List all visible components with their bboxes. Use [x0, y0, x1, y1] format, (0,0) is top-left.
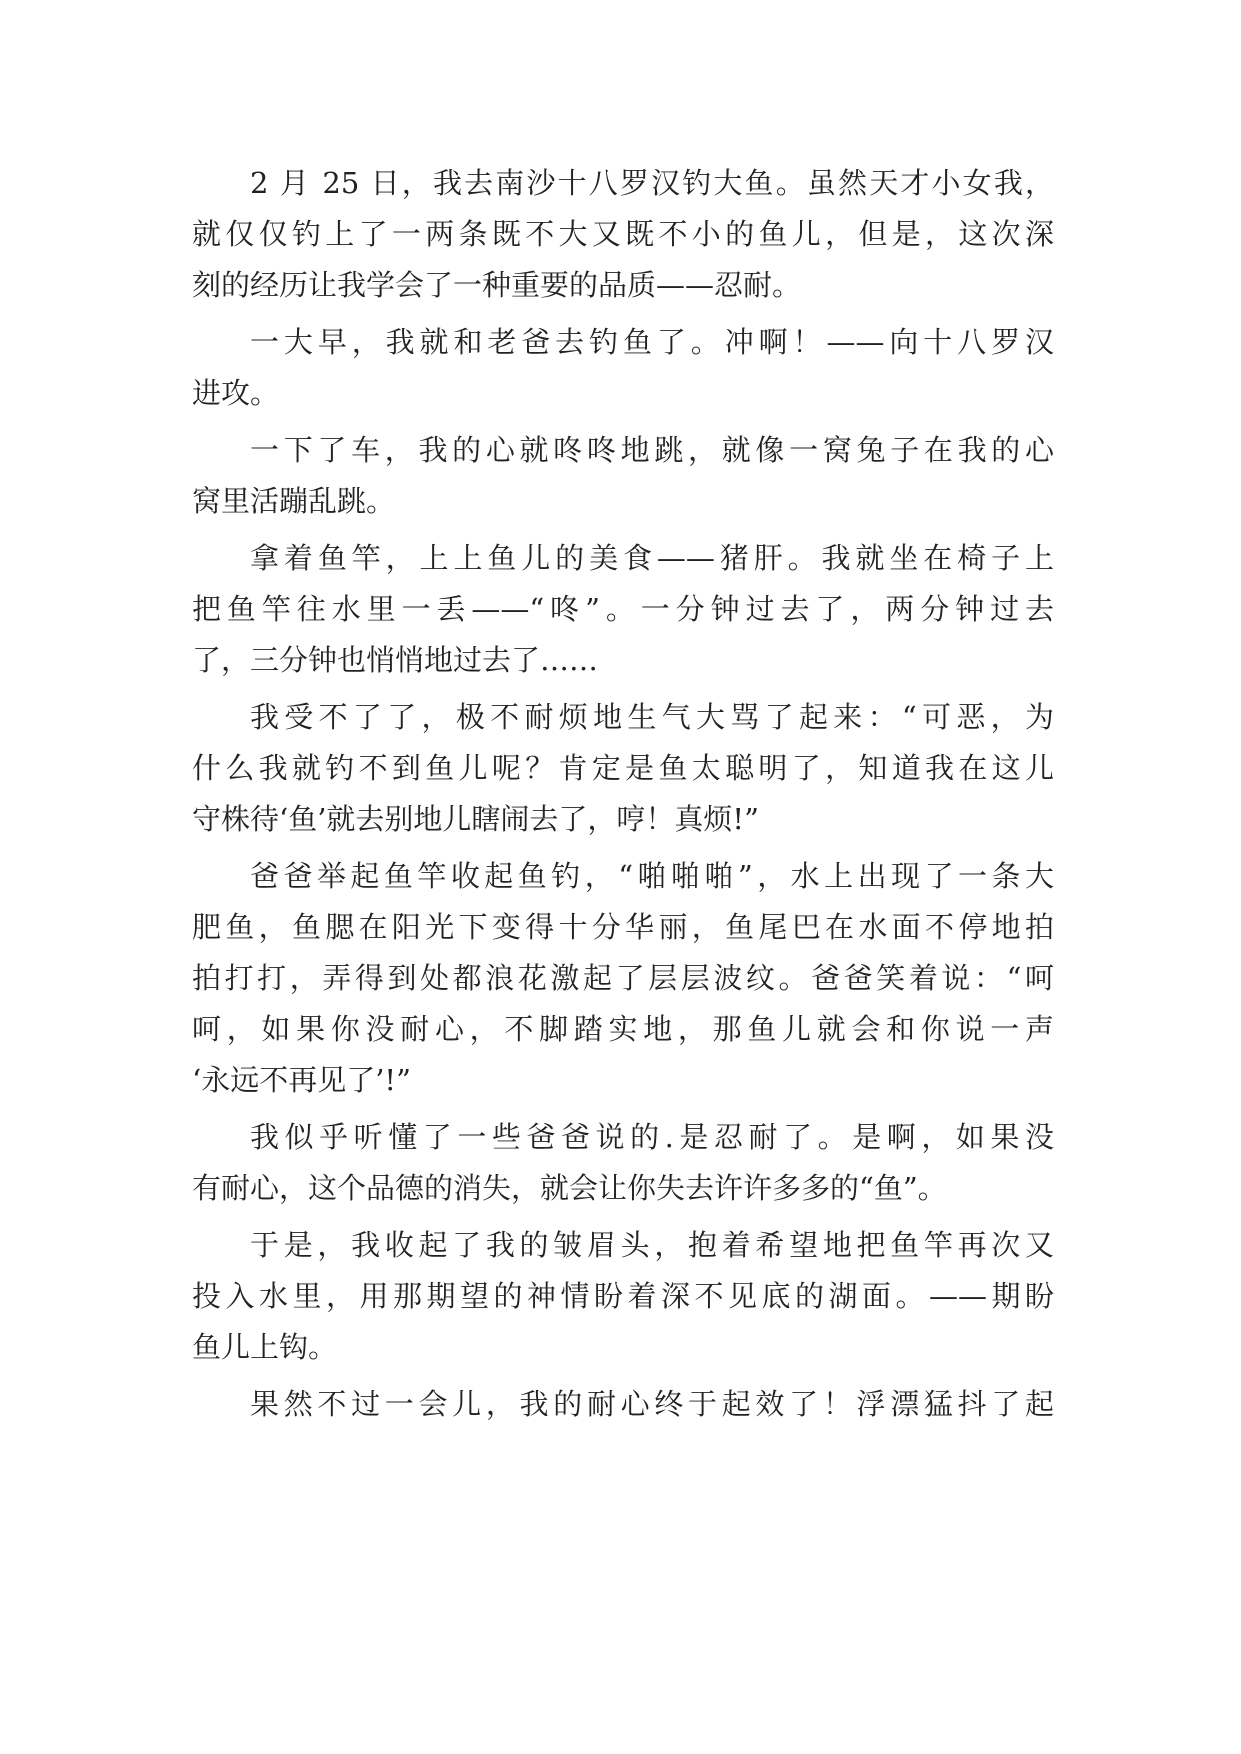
text-line: ‘永远不再见了’!”	[192, 1063, 411, 1097]
text-line: 拿着鱼竿，上上鱼儿的美食——猪肝。我就坐在椅子上	[250, 541, 1054, 575]
text-line: 2 月 25 日，我去南沙十八罗汉钓大鱼。虽然天才小女我，	[250, 166, 1054, 200]
text-line: 什么我就钓不到鱼儿呢？肯定是鱼太聪明了，知道我在这儿	[192, 751, 1054, 785]
text-line: 就仅仅钓上了一两条既不大又既不小的鱼儿，但是，这次深	[192, 217, 1054, 251]
text-line: 一下了车，我的心就咚咚地跳，就像一窝兔子在我的心	[250, 433, 1054, 467]
text-line: 爸爸举起鱼竿收起鱼钓，“啪啪啪”，水上出现了一条大	[250, 859, 1054, 893]
text-line: 守株待‘鱼’就去别地儿瞎闹去了，哼！真烦!”	[192, 802, 759, 836]
text-line: 窝里活蹦乱跳。	[192, 484, 396, 518]
paragraph	[192, 851, 1054, 1106]
paragraph	[192, 1112, 1054, 1214]
paragraph	[192, 317, 1054, 419]
text-line: 呵，如果你没耐心，不脚踏实地，那鱼儿就会和你说一声	[192, 1012, 1054, 1046]
text-line: 了，三分钟也悄悄地过去了……	[192, 643, 599, 677]
paragraph	[192, 692, 1054, 845]
text-line: 果然不过一会儿，我的耐心终于起效了！浮漂猛抖了起	[250, 1387, 1054, 1421]
text-line: 我受不了了，极不耐烦地生气大骂了起来：“可恶，为	[250, 700, 1054, 734]
text-line: 刻的经历让我学会了一种重要的品质——忍耐。	[192, 268, 802, 302]
document-body	[192, 158, 1054, 1430]
text-line: 进攻。	[192, 376, 280, 410]
text-line: 投入水里，用那期望的神情盼着深不见底的湖面。——期盼	[192, 1279, 1054, 1313]
paragraph	[192, 533, 1054, 686]
paragraph	[192, 158, 1054, 311]
paragraph	[192, 1220, 1054, 1373]
paragraph	[192, 425, 1054, 527]
text-line: 于是，我收起了我的皱眉头，抱着希望地把鱼竿再次又	[250, 1228, 1054, 1262]
text-line: 有耐心，这个品德的消失，就会让你失去许许多多的“鱼”。	[192, 1171, 947, 1205]
text-line: 把鱼竿往水里一丢——“咚”。一分钟过去了，两分钟过去	[192, 592, 1054, 626]
paragraph	[192, 1379, 1054, 1430]
text-line: 拍打打，弄得到处都浪花激起了层层波纹。爸爸笑着说：“呵	[192, 961, 1054, 995]
text-line: 我似乎听懂了一些爸爸说的.是忍耐了。是啊，如果没	[250, 1120, 1054, 1154]
text-line: 一大早，我就和老爸去钓鱼了。冲啊！——向十八罗汉	[250, 325, 1054, 359]
text-line: 肥鱼，鱼腮在阳光下变得十分华丽，鱼尾巴在水面不停地拍	[192, 910, 1054, 944]
text-line: 鱼儿上钩。	[192, 1330, 338, 1364]
